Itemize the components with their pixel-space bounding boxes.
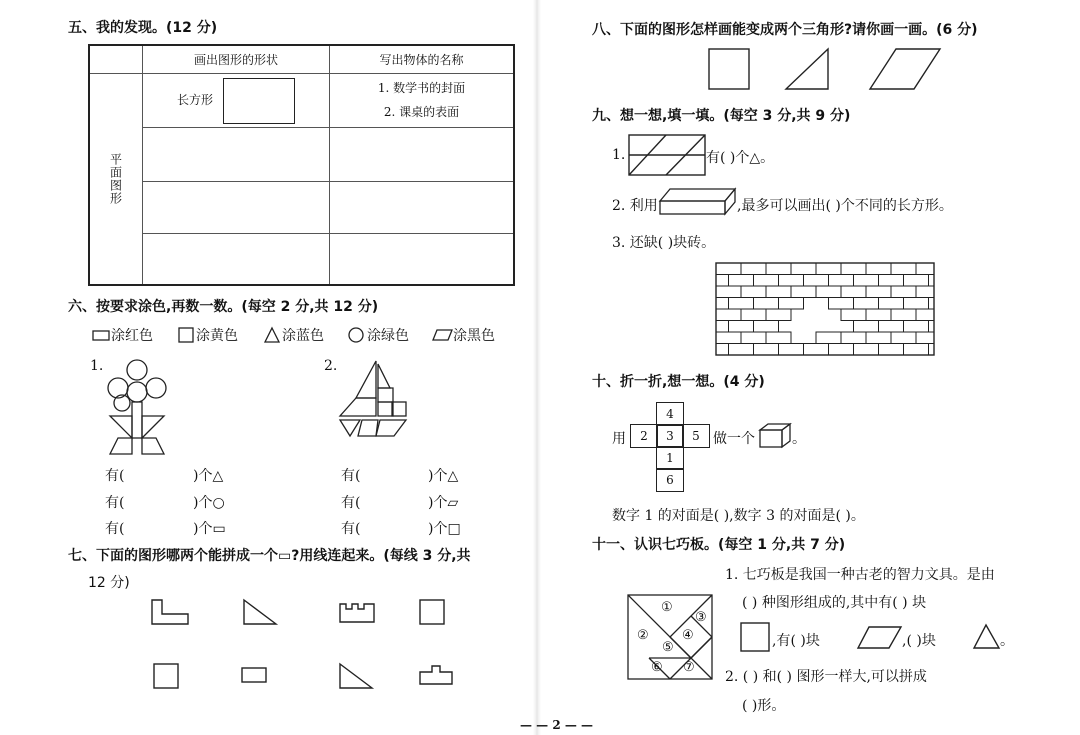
q2-text: ,最多可以画出( )个不同的长方形。 — [737, 198, 953, 214]
object-name: 2. 课桌的表面 — [383, 105, 460, 119]
object-name: 1. 数学书的封面 — [377, 81, 466, 95]
count-suffix: )个△ — [193, 468, 224, 484]
brick — [816, 332, 841, 344]
tangram-piece-4: ④ — [682, 628, 694, 643]
brick — [716, 275, 729, 287]
brick — [916, 263, 934, 275]
brick — [854, 344, 879, 356]
q1-text: 有( )个△。 — [706, 150, 775, 166]
brick — [816, 286, 841, 298]
brick — [741, 309, 766, 321]
brick — [841, 263, 866, 275]
brick — [816, 263, 841, 275]
brick — [754, 321, 779, 333]
section-6-title: 六、按要求涂色,再数一数。(每空 2 分,共 12 分) — [68, 299, 379, 315]
count-suffix: )个▱ — [428, 495, 459, 511]
legend-label: 涂黑色 — [453, 328, 495, 344]
section-7-title-cont: 12 分) — [88, 575, 130, 591]
count-suffix: )个▭ — [193, 521, 226, 537]
brick — [779, 275, 804, 287]
count-suffix: )个□ — [428, 521, 461, 537]
brick — [879, 344, 904, 356]
square-icon — [740, 622, 772, 652]
brick — [779, 344, 804, 356]
parallelogram-icon — [857, 626, 903, 650]
tangram-piece-2: ② — [637, 628, 649, 643]
brick — [866, 309, 891, 321]
s11-line-1: 1. 七巧板是我国一种古老的智力文具。是由 — [725, 567, 995, 583]
brick — [929, 344, 935, 356]
triangle-icon — [973, 624, 1001, 650]
count-prefix: 有( — [105, 521, 125, 537]
cube-icon — [759, 423, 793, 449]
l-shape — [152, 600, 188, 624]
tangram-piece-6: ⑥ — [651, 660, 663, 675]
square-shape-2 — [154, 664, 178, 688]
s11-line-3c: 。 — [1000, 633, 1014, 649]
brick — [841, 332, 866, 344]
section-8-title: 八、下面的图形怎样画能变成两个三角形?请你画一画。(6 分) — [592, 22, 978, 38]
brick — [766, 332, 791, 344]
col-header-draw: 画出图形的形状 — [143, 45, 330, 73]
square-shape — [709, 49, 749, 89]
col-header-name: 写出物体的名称 — [330, 45, 515, 73]
cube-answer: 数字 1 的对面是( ),数字 3 的对面是( )。 — [612, 508, 865, 524]
s11-line-5: ( )形。 — [742, 698, 786, 714]
page-fold — [533, 0, 541, 735]
brick — [804, 344, 829, 356]
brick — [841, 309, 866, 321]
s11-line-4: 2. ( ) 和( ) 图形一样大,可以拼成 — [725, 669, 927, 685]
brick — [891, 332, 916, 344]
section-7-title: 七、下面的图形哪两个能拼成一个▭?用线连起来。(每线 3 分,共 — [68, 548, 471, 564]
s11-line-2: ( ) 种图形组成的,其中有( ) 块 — [742, 595, 927, 611]
section-5-title: 五、我的发现。(12 分) — [68, 20, 218, 36]
brick — [929, 321, 935, 333]
net-cell: 4 — [656, 402, 684, 426]
right-triangle-shape — [786, 49, 828, 89]
brick — [841, 286, 866, 298]
brick — [791, 286, 816, 298]
brick — [829, 344, 854, 356]
triangle-count-figure — [628, 134, 706, 176]
net-cell: 1 — [656, 446, 684, 470]
brick — [754, 275, 779, 287]
notched-rectangle — [340, 604, 374, 622]
brick — [891, 263, 916, 275]
brick — [866, 332, 891, 344]
tangram-piece-7: ⑦ — [683, 660, 695, 675]
right-triangle-large — [340, 664, 372, 688]
s11-line-3b: ,( )块 — [902, 633, 936, 649]
brick — [754, 298, 779, 310]
brick — [729, 344, 754, 356]
right-triangle-small — [244, 600, 276, 624]
triangle-icon — [264, 327, 282, 343]
brick — [916, 286, 934, 298]
count-prefix: 有( — [105, 468, 125, 484]
brick — [791, 263, 816, 275]
section-7-shapes — [140, 596, 460, 696]
brick — [854, 275, 879, 287]
tangram-piece-1: ① — [661, 600, 673, 615]
brick — [854, 321, 879, 333]
flower-figure — [104, 358, 170, 458]
brick — [929, 275, 935, 287]
brick — [716, 344, 729, 356]
brick — [829, 275, 854, 287]
brick — [741, 286, 766, 298]
legend-label: 涂黄色 — [196, 328, 238, 344]
use-label: 用 — [612, 431, 626, 447]
tangram-piece-5: ⑤ — [662, 640, 674, 655]
brick — [854, 298, 879, 310]
answer-cell[interactable] — [330, 127, 515, 181]
brick — [716, 263, 741, 275]
brick — [829, 298, 854, 310]
q3-text: 3. 还缺( )块砖。 — [612, 235, 716, 251]
brick-figure — [658, 187, 738, 217]
section-9-title: 九、想一想,填一填。(每空 3 分,共 9 分) — [592, 108, 851, 124]
figure-1-label: 1. — [90, 358, 104, 374]
brick — [891, 286, 916, 298]
sailboat-figure — [338, 358, 413, 442]
brick — [866, 263, 891, 275]
count-prefix: 有( — [105, 495, 125, 511]
brick — [716, 286, 741, 298]
circle-icon — [348, 327, 366, 343]
brick — [879, 275, 904, 287]
square-icon — [178, 327, 196, 343]
make-label: 做一个 — [713, 431, 755, 447]
section-10-title: 十、折一折,想一想。(4 分) — [592, 374, 765, 390]
brick — [741, 263, 766, 275]
brick — [729, 275, 754, 287]
brick — [891, 309, 916, 321]
brick — [779, 298, 804, 310]
brick — [729, 298, 754, 310]
brick — [916, 309, 934, 321]
q1-number: 1. — [612, 147, 626, 163]
count-suffix: )个○ — [193, 495, 225, 511]
answer-cell[interactable] — [143, 181, 330, 233]
brick — [904, 344, 929, 356]
count-prefix: 有( — [341, 495, 361, 511]
brick — [754, 344, 779, 356]
tangram-piece-3: ③ — [695, 610, 707, 625]
brick — [729, 321, 754, 333]
rectangle-drawing — [223, 78, 295, 124]
brick — [866, 286, 891, 298]
answer-cell[interactable] — [330, 181, 515, 233]
parallelogram-shape — [870, 49, 940, 89]
section-5-table — [88, 44, 515, 286]
brick — [904, 321, 929, 333]
net-cell: 2 — [630, 424, 658, 448]
net-cell: 3 — [656, 424, 684, 448]
brick — [904, 275, 929, 287]
small-rectangle — [242, 668, 266, 682]
count-prefix: 有( — [341, 468, 361, 484]
make-period: 。 — [792, 431, 806, 447]
section-8-shapes — [706, 47, 946, 91]
brick — [904, 298, 929, 310]
s11-line-3a: ,有( )块 — [772, 633, 820, 649]
rectangle-icon — [92, 328, 110, 342]
brick — [879, 298, 904, 310]
brick — [929, 298, 935, 310]
legend-label: 涂蓝色 — [282, 328, 324, 344]
count-suffix: )个△ — [428, 468, 459, 484]
brick — [716, 332, 741, 344]
count-prefix: 有( — [341, 521, 361, 537]
net-cell: 5 — [682, 424, 710, 448]
legend-label: 涂红色 — [111, 328, 153, 344]
page-number: — — 2 — — — [520, 718, 594, 732]
q2-prefix: 2. 利用 — [612, 198, 658, 214]
brick — [766, 286, 791, 298]
answer-cell[interactable] — [143, 127, 330, 181]
shape-label: 长方形 — [177, 92, 214, 107]
brick-wall-figure — [715, 262, 935, 358]
brick — [716, 298, 729, 310]
brick — [804, 275, 829, 287]
figure-2-label: 2. — [324, 358, 338, 374]
square-shape — [420, 600, 444, 624]
answer-cell[interactable] — [330, 233, 515, 285]
brick — [766, 263, 791, 275]
brick — [741, 332, 766, 344]
section-11-title: 十一、认识七巧板。(每空 1 分,共 7 分) — [592, 537, 846, 553]
brick — [716, 309, 741, 321]
brick — [916, 332, 934, 344]
brick — [879, 321, 904, 333]
t-shape — [420, 666, 452, 684]
parallelogram-icon — [432, 327, 454, 343]
legend-label: 涂绿色 — [367, 328, 409, 344]
row-label: 平面图形 — [89, 73, 143, 285]
brick — [716, 321, 729, 333]
answer-cell[interactable] — [143, 233, 330, 285]
net-cell: 6 — [656, 468, 684, 492]
brick — [766, 309, 791, 321]
